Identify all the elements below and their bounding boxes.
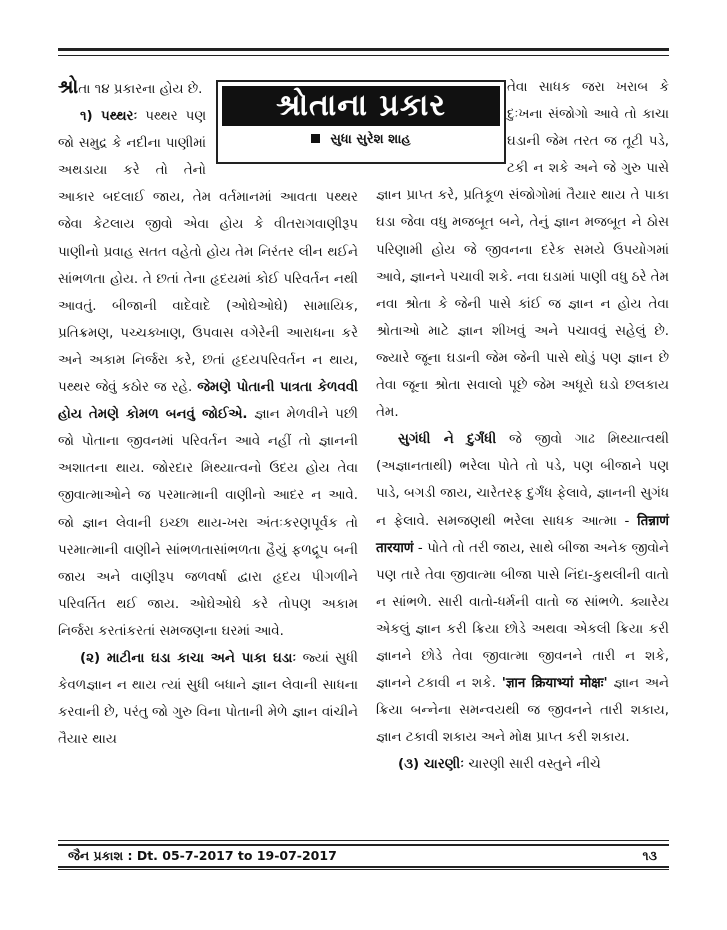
article-title-box	[216, 80, 506, 164]
publication-info: જૈન પ્રકાશ : Dt. 05-7-2017 to 19-07-2017	[68, 848, 337, 863]
section-stone: ૧) પથ્થરઃ પથ્થર પણ જો સમુદ્ર કે નદીના પાણીમાં અથડાયા કરે તો તેનો આકાર બદલાઈ જાય, તેમ વર્તમાનમાં આવતા પથ્થર જેવા કેટલાય જીવો એવા હોય કે વીતરાગવાણીરૂપ પાણીનો પ્રવાહ સતત વહેતો હોય તેમ નિરંતર લીન થઈને સાંભળતા હોય. તે છતાં તેના હૃદયમાં કોઈ પરિવર્તન નથી આવતું. બીજાની વાદેવાદે (ઓઘેઓઘે) સામાયિક, પ્રતિક્રમણ, પચ્ચક્ખાણ, ઉપવાસ વગેરેની આરાધના કરે અને અકામ નિર્જરા કરે, છતાં હૃદયપરિવર્તન ન થાય, પથ્થર જેવું કઠોર જ રહે. જેમણે પોતાની પાત્રતા કેળવવી હોય તેમણે કોમળ બનવું જોઈએ. જ્ઞાન મેળવીને પછી જો પોતાના જીવનમાં પરિવર્તન આવે નહીં તો જ્ઞાનની અશાતના થાય. જોરદાર મિથ્યાત્વનો ઉદય હોય તેવા જીવાત્માઓને જ પરમાત્માની વાણીનો આદર ન આવે. જો જ્ઞાન લેવાની ઇચ્છા થાય-ખરા અંતઃકરણપૂર્વક તો પરમાત્માની વાણીને સાંભળતાસાંભળતા હૈયું ફળદ્રૂપ બની જાય અને વાણીરૂપ જળવર્ષા દ્વારા હૃદય પીગળીને પરિવર્તિત થઈ જાય. ઓઘેઓઘે કરે તોપણ અકામ નિર્જરા કરતાંકરતાં સમજણના ઘરમાં આવે.	[58, 109, 358, 639]
section-heading: (૨) માટીના ઘડા કાચા અને પાકા ઘડાઃ	[80, 650, 297, 666]
section-sieve: (૩) ચારણીઃ ચારણી સારી વસ્તુને નીચે	[398, 757, 601, 773]
article-title: શ્રોતાના પ્રકાર	[222, 86, 500, 126]
drop-letters: શ્રો	[58, 76, 79, 98]
emphasis-text: જેમણે પોતાની પાત્રતા કેળવવી હોય તેમણે કોમળ બનવું જોઈએ.	[58, 380, 358, 423]
left-column	[58, 74, 358, 753]
page-number: ૧૩	[642, 848, 657, 863]
sanskrit-phrase: तिन्नाणं तारयाणं	[376, 513, 669, 556]
section-heading: ૧) પથ્થરઃ	[80, 109, 138, 125]
intro-paragraph: શ્રોતા ૧૪ પ્રકારના હોય છે.	[58, 76, 203, 98]
author-line	[218, 132, 504, 147]
section-heading: (૩) ચારણીઃ	[398, 757, 465, 773]
section-heading: સુગંધી ને દુર્ગંધી	[398, 432, 497, 448]
right-column	[376, 74, 669, 778]
section-clay-pots: (૨) માટીના ઘડા કાચા અને પાકા ઘડાઃ જ્યાં સુધી કેવળજ્ઞાન ન થાય ત્યાં સુધી બધાને જ્ઞાન લેવાની સાધના કરવાની છે, પરંતુ જો ગુરુ વિના પોતાની મેળે જ્ઞાન વાંચીને તૈયાર થાય	[58, 650, 358, 748]
section-fragrance: સુગંધી ને દુર્ગંધી જે જીવો ગાઢ મિથ્યાત્વથી (અજ્ઞાનતાથી) ભરેલા પોતે તો પડે, પણ બીજાને પણ પાડે, બગડી જાય, ચારેતરફ દુર્ગંધ ફેલાવે, જ્ઞાનની સુગંધ ન ફેલાવે. સમજણથી ભરેલા સાધક આત્મા - तिन्नाणं तारयाणं - પોતે તો તરી જાય, સાથે બીજા અનેક જીવોને પણ તારે તેવા જીવાત્મા બીજા પાસે નિંદા-કુથલીની વાતો ન સાંભળે. સારી વાતો-ધર્મની વાતો જ સાંભળે. ક્યારેય એકલું જ્ઞાન કરી ક્રિયા છોડે અથવા એકલી ક્રિયા કરી જ્ઞાનને છોડે તેવા જીવાત્મા જીવનને તારી ન શકે, જ્ઞાનને ટકાવી ન શકે. 'ज्ञान क्रियाभ्यां मोक्षः' જ્ઞાન અને ક્રિયા બન્નેના સમન્વયથી જ જીવનને તારી શકાય, જ્ઞાન ટકાવી શકાય અને મોક્ષ પ્રાપ્ત કરી શકાય.	[376, 432, 669, 746]
author-name: સુધા સુરેશ શાહ	[330, 132, 411, 147]
top-rule-thin	[58, 55, 669, 56]
continued-paragraph: તેવા સાધક જરા ખરાબ કે દુઃખના સંજોગો આવે તો કાચા ઘડાની જેમ તરત જ તૂટી પડે, ટકી ન શકે અને જે ગુરુ પાસે જ્ઞાન પ્રાપ્ત કરે, પ્રતિકૂળ સંજોગોમાં તૈયાર થાય તે પાકા ઘડા જેવા વધુ મજબૂત બને, તેનું જ્ઞાન મજબૂત ને ઠોસ પરિણામી હોય જે જીવનના દરેક સમયે ઉપયોગમાં આવે, જ્ઞાનને પચાવી શકે. નવા ઘડામાં પાણી વધુ ઠરે તેમ નવા શ્રોતા કે જેની પાસે કાંઈ જ જ્ઞાન ન હોય તેવા શ્રોતાઓ માટે જ્ઞાન શીખવું અને પચાવવું સહેલું છે. જ્યારે જૂના ઘડાની જેમ જેની પાસે થોડું પણ જ્ઞાન છે તેવા જૂના શ્રોતા સવાલો પૂછે જેમ અધૂરો ઘડો છલકાય તેમ.	[376, 80, 669, 421]
square-bullet-icon	[311, 134, 320, 143]
top-rule-thick	[58, 48, 669, 51]
sanskrit-quote: 'ज्ञान क्रियाभ्यां मोक्षः'	[501, 676, 608, 692]
page-footer	[58, 840, 669, 870]
